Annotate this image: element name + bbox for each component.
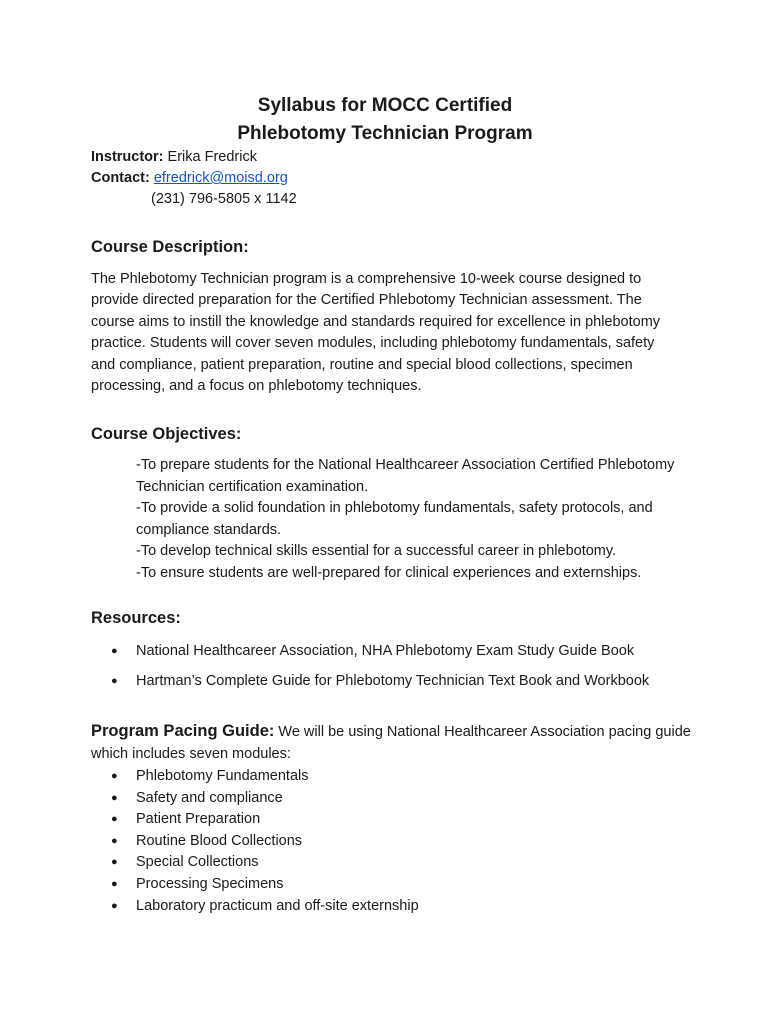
resource-item: ● Hartman’s Complete Guide for Phlebotomy Technician Text Book and Workbook (91, 671, 649, 691)
module-item: ● Processing Specimens (91, 874, 419, 896)
contact-phone: (231) 796-5805 x 1142 (151, 191, 297, 207)
instructor-info (91, 147, 297, 210)
document-title (0, 92, 770, 148)
pacing-guide-intro (91, 720, 691, 765)
course-objectives-heading: Course Objectives: (91, 425, 242, 443)
instructor-row (91, 147, 297, 168)
modules-list (91, 766, 419, 917)
contact-email-link[interactable]: efredrick@moisd.org (153, 170, 288, 186)
instructor-name: Erika Fredrick (167, 149, 257, 165)
resource-item: ● National Healthcareer Association, NHA Phlebotomy Exam Study Guide Book (91, 641, 649, 661)
contact-label: Contact: (91, 170, 150, 186)
module-item: ● Patient Preparation (91, 809, 419, 831)
course-description-text: The Phlebotomy Technician program is a comprehensive 10-week course designed to provide directed preparation for the Certified Phlebotomy Technician assessment. The course aims to instill the knowledge and standards required for excellence in phlebotomy practice. Students will cover seven modules, including phlebotomy fundamentals, safety and compliance, patient preparation, routine and special blood collections, specimen processing, and a focus on phlebotomy techniques. (91, 271, 661, 395)
title-line-1: Syllabus for MOCC Certified (257, 95, 513, 116)
course-objectives-list (136, 455, 696, 584)
module-item: ● Special Collections (91, 852, 419, 874)
objective-item: -To prepare students for the National Healthcareer Association Certified Phlebotomy Technician certification examination. (136, 457, 675, 495)
module-item: ● Routine Blood Collections (91, 831, 419, 853)
pacing-guide-text: We will be using National Healthcareer Association pacing guide which includes seven modules: (91, 724, 691, 762)
contact-row (91, 168, 297, 189)
title-line-2: Phlebotomy Technician Program (237, 123, 533, 144)
resources-heading: Resources: (91, 609, 181, 627)
module-item: ● Safety and compliance (91, 788, 419, 810)
instructor-label: Instructor: (91, 149, 164, 165)
course-description-heading: Course Description: (91, 238, 249, 256)
objective-item: -To ensure students are well-prepared for clinical experiences and externships. (136, 564, 642, 581)
pacing-guide-heading: Program Pacing Guide: (91, 722, 275, 740)
module-item: ● Phlebotomy Fundamentals (91, 766, 419, 788)
module-item: ● Laboratory practicum and off-site externship (91, 896, 419, 918)
objective-item: -To provide a solid foundation in phlebotomy fundamentals, safety protocols, and compliance standards. (136, 500, 653, 538)
objective-item: -To develop technical skills essential for a successful career in phlebotomy. (136, 543, 617, 559)
resources-list (91, 641, 649, 701)
